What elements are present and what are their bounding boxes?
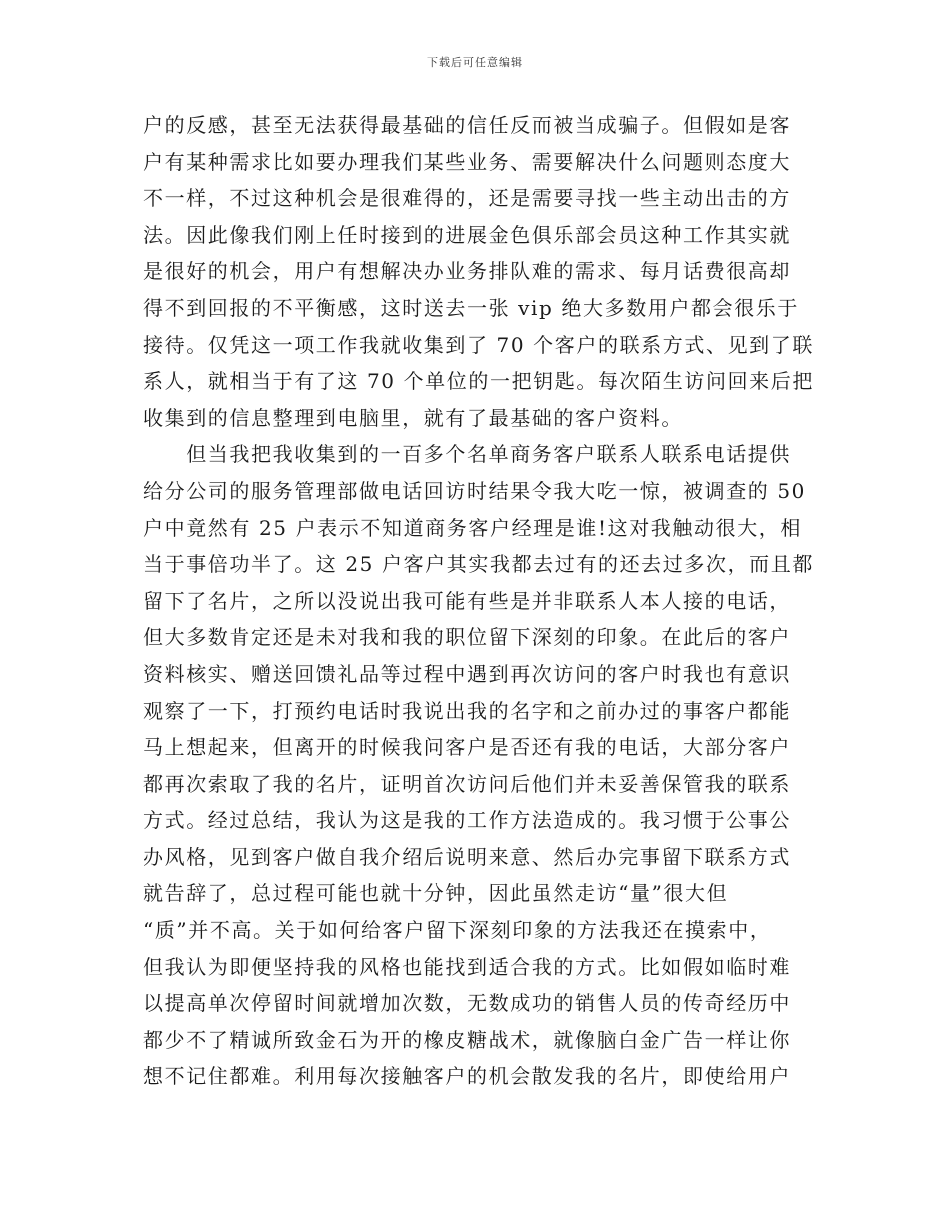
text-line: 接待。仅凭这一项工作我就收集到了 70 个客户的联系方式、见到了联 xyxy=(143,332,814,357)
text-line: 法。因此像我们刚上任时接到的进展金色俱乐部会员这种工作其实就 xyxy=(143,222,791,247)
text-line: 是很好的机会，用户有想解决办业务排队难的需求、每月话费很高却 xyxy=(143,259,791,284)
text-line: 但大多数肯定还是未对我和我的职位留下深刻的印象。在此后的客户 xyxy=(143,625,791,650)
text-line: 当于事倍功半了。这 25 户客户其实我都去过有的还去过多次，而且都 xyxy=(143,552,814,577)
paragraph-start-line: 但当我把我收集到的一百多个名单商务客户联系人联系电话提供 xyxy=(143,442,791,467)
text-line: 马上想起来，但离开的时候我问客户是否还有我的电话，大部分客户 xyxy=(143,735,791,760)
text-line: 系人，就相当于有了这 70 个单位的一把钥匙。每次陌生访问回来后把 xyxy=(143,369,814,394)
text-line: 收集到的信息整理到电脑里，就有了最基础的客户资料。 xyxy=(143,405,683,430)
text-line: 资料核实、赠送回馈礼品等过程中遇到再次访问的客户时我也有意识 xyxy=(143,661,791,686)
text-line: 就告辞了，总过程可能也就十分钟，因此虽然走访“量”很大但 xyxy=(143,881,729,906)
text-line: “质”并不高。关于如何给客户留下深刻印象的方法我还在摸索中， xyxy=(143,918,772,943)
text-line: 办风格，见到客户做自我介绍后说明来意、然后办完事留下联系方式 xyxy=(143,844,791,869)
text-line: 户中竟然有 25 户表示不知道商务客户经理是谁!这对我触动很大，相 xyxy=(143,515,803,540)
text-line: 想不记住都难。利用每次接触客户的机会散发我的名片，即使给用户 xyxy=(143,1064,791,1089)
text-line: 户的反感，甚至无法获得最基础的信任反而被当成骗子。但假如是客 xyxy=(143,113,791,137)
text-line: 得不到回报的不平衡感，这时送去一张 vip 绝大多数用户都会很乐于 xyxy=(143,295,800,320)
text-line: 留下了名片，之所以没说出我可能有些是并非联系人本人接的电话， xyxy=(143,588,791,613)
text-line: 都再次索取了我的名片，证明首次访问后他们并未妥善保管我的联系 xyxy=(143,771,791,796)
text-line: 但我认为即便坚持我的风格也能找到适合我的方式。比如假如临时难 xyxy=(143,954,791,979)
document-body xyxy=(143,107,815,1095)
page-header: 下载后可任意编辑 xyxy=(427,56,523,69)
text-line: 不一样，不过这种机会是很难得的，还是需要寻找一些主动出击的方 xyxy=(143,186,791,211)
text-line: 户有某种需求比如要办理我们某些业务、需要解决什么问题则态度大 xyxy=(143,149,791,174)
text-line: 给分公司的服务管理部做电话回访时结果令我大吃一惊，被调查的 50 xyxy=(143,478,807,503)
text-line: 方式。经过总结，我认为这是我的工作方法造成的。我习惯于公事公 xyxy=(143,808,791,833)
text-line: 观察了一下，打预约电话时我说出我的名字和之前办过的事客户都能 xyxy=(143,698,791,723)
text-line: 以提高单次停留时间就增加次数，无数成功的销售人员的传奇经历中 xyxy=(143,991,791,1016)
text-line: 都少不了精诚所致金石为开的橡皮糖战术，就像脑白金广告一样让你 xyxy=(143,1027,791,1052)
